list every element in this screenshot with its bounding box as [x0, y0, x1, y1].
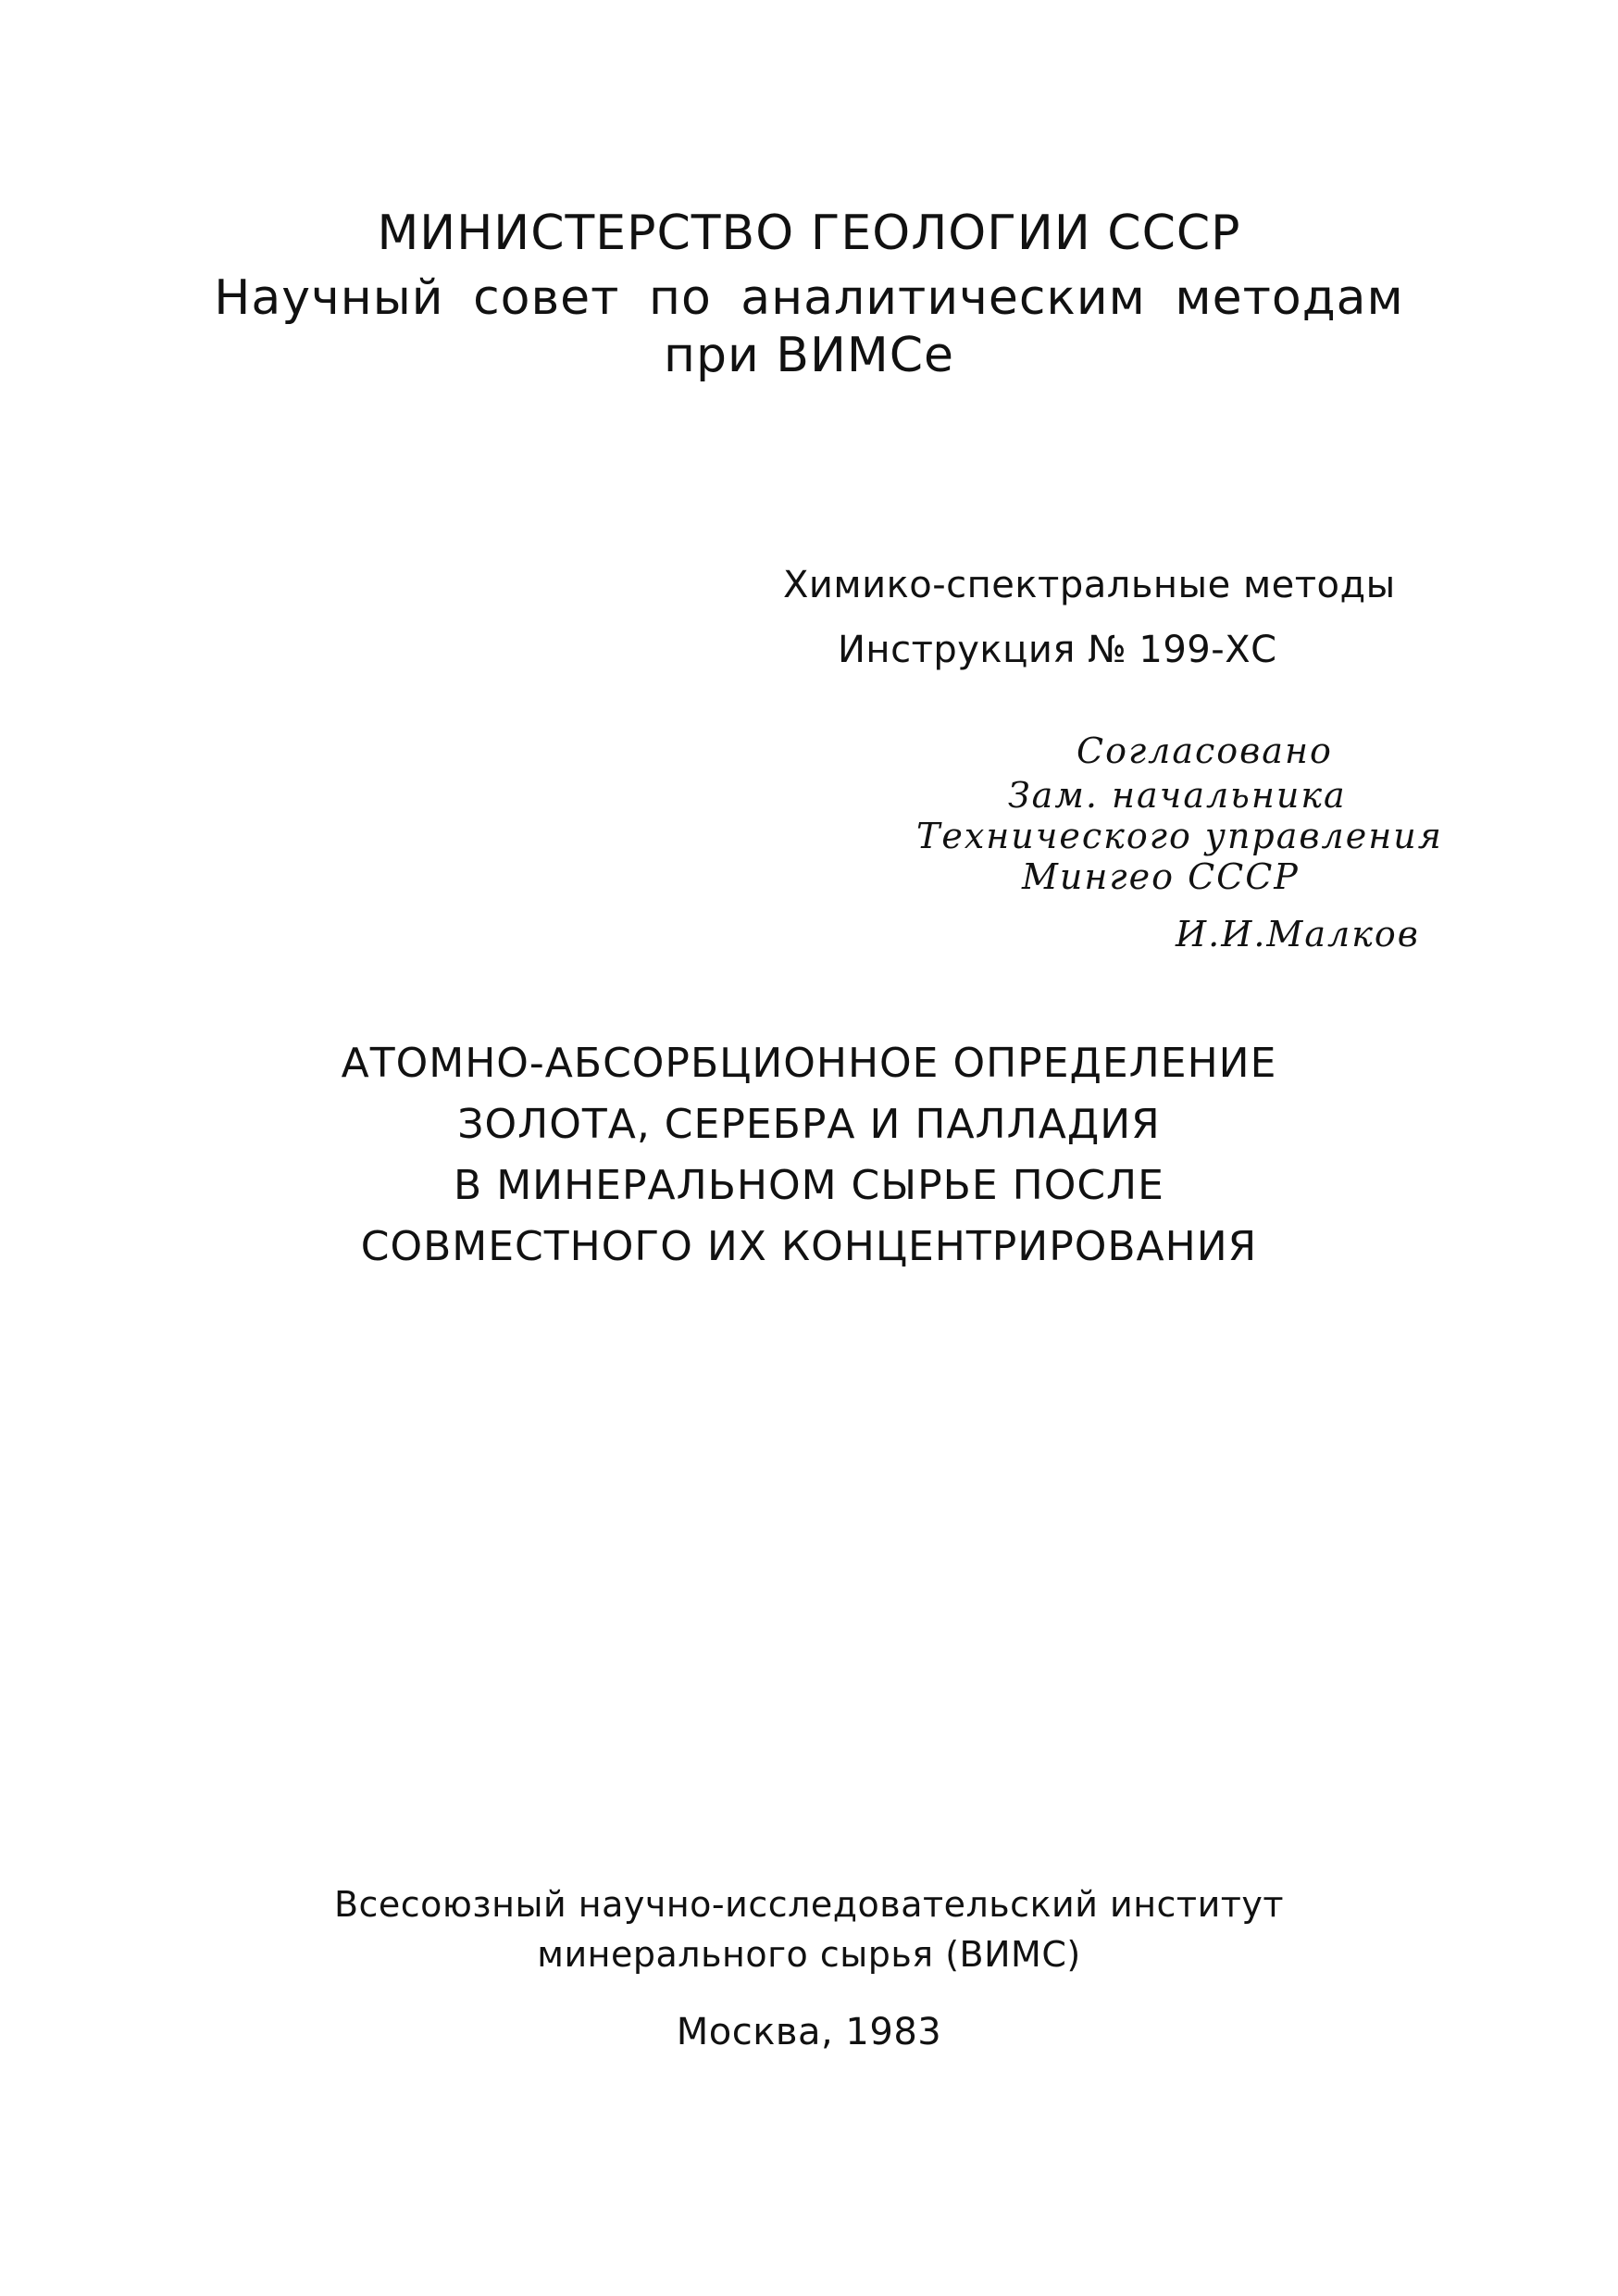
- city-year-text: Москва, 1983: [676, 2011, 942, 2053]
- title-line-3: В МИНЕРАЛЬНОМ СЫРЬЕ ПОСЛЕ: [454, 1162, 1164, 1209]
- approval-position: Зам. начальника: [1008, 775, 1347, 816]
- title-line-1: АТОМНО-АБСОРБЦИОННОЕ ОПРЕДЕЛЕНИЕ: [341, 1040, 1277, 1087]
- methods-category: Химико-спектральные методы: [783, 564, 1396, 606]
- council-heading: [0, 270, 1618, 326]
- publisher-institute: [0, 1879, 1618, 1979]
- council-name-line-2: при ВИМСе: [663, 328, 955, 383]
- institute-line-1: Всесоюзный научно-исследовательский институт: [333, 1884, 1285, 1925]
- title-line-2: ЗОЛОТА, СЕРЕБРА И ПАЛЛАДИЯ: [457, 1101, 1161, 1148]
- council-heading-continued: [0, 328, 1618, 383]
- ministry-heading: [0, 206, 1618, 261]
- approval-signatory: И.И.Малков: [1176, 914, 1420, 955]
- approval-ministry: Мингео СССР: [1022, 856, 1300, 897]
- institute-line-2: минерального сырья (ВИМС): [537, 1934, 1081, 1975]
- publication-place-year: [0, 2011, 1618, 2053]
- document-title: [0, 1033, 1618, 1278]
- instruction-number: Инструкция № 199-ХС: [838, 629, 1277, 671]
- ministry-name: МИНИСТЕРСТВО ГЕОЛОГИИ СССР: [377, 206, 1241, 261]
- title-line-4: СОВМЕСТНОГО ИХ КОНЦЕНТРИРОВАНИЯ: [360, 1223, 1258, 1270]
- approval-department: Технического управления: [916, 816, 1443, 856]
- approval-label: Согласовано: [1077, 730, 1333, 771]
- council-name-line-1: Научный совет по аналитическим методам: [214, 270, 1404, 326]
